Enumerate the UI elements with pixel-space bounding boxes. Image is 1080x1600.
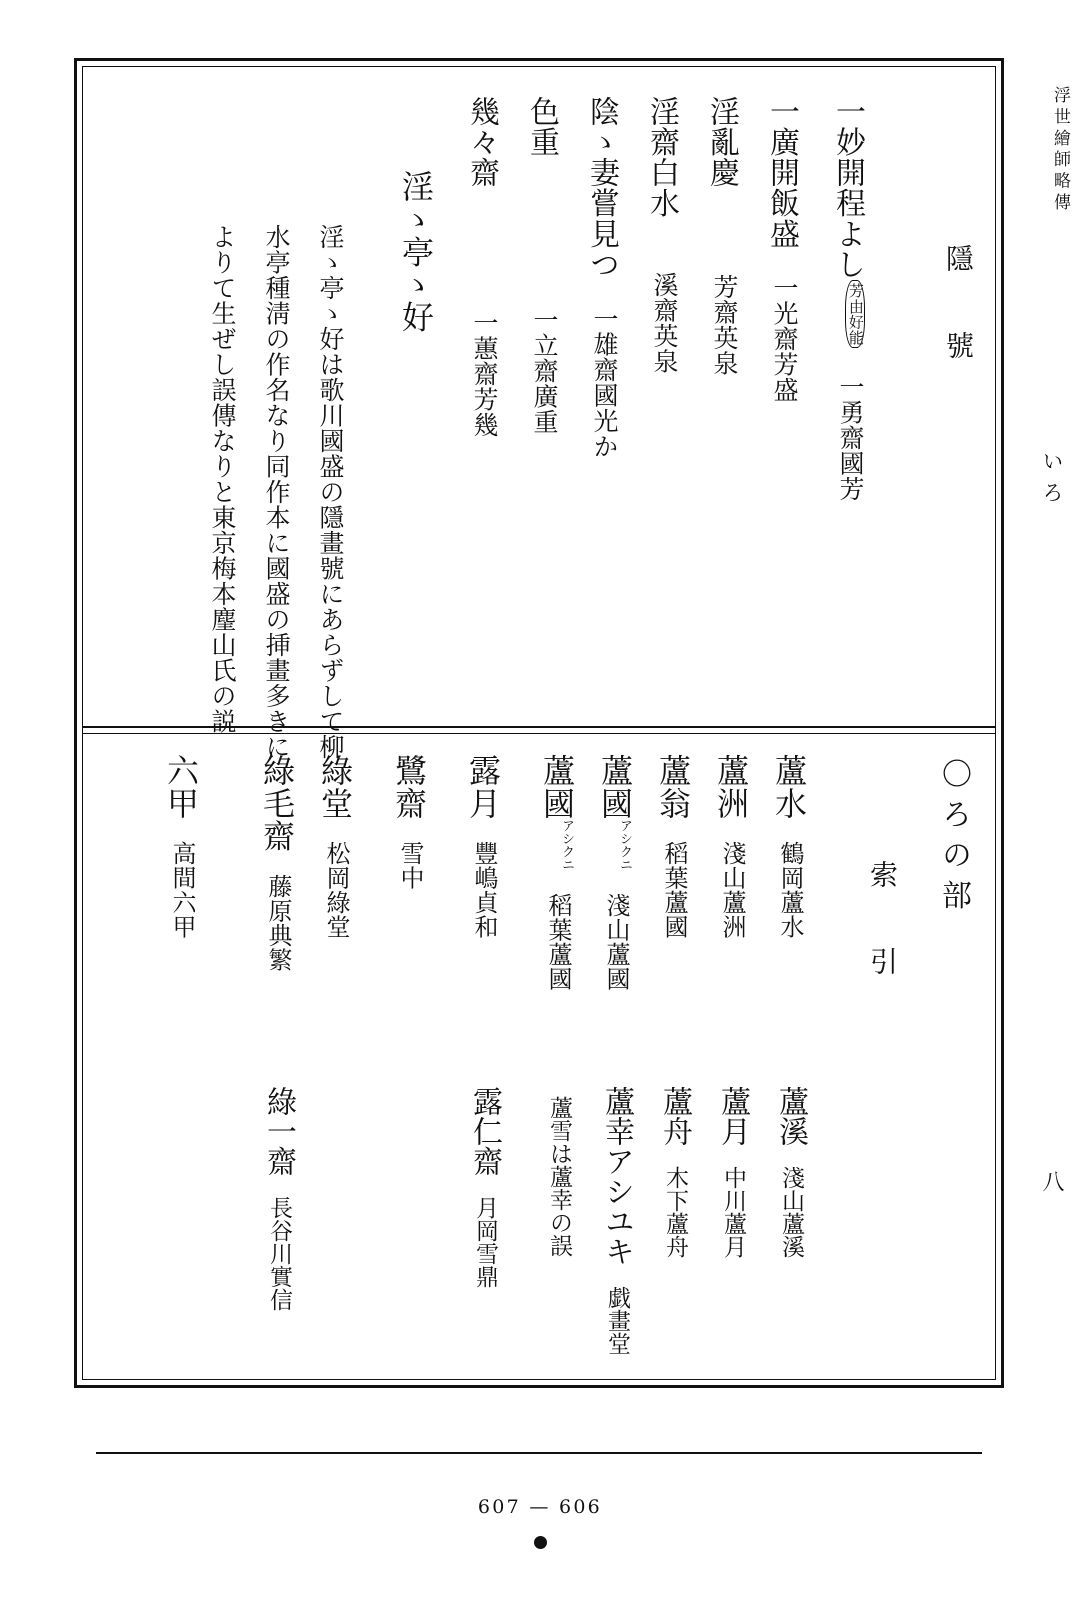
- entry-column-8: [397, 170, 435, 334]
- index-kana-gloss: アシクニ: [617, 819, 632, 872]
- index-entry-13: [659, 1086, 692, 1258]
- index-headword: 六甲: [162, 754, 200, 820]
- index-entry-8: [316, 754, 354, 940]
- index-headword: 蘆國アシクニ: [596, 754, 634, 872]
- running-head-kana: いろ: [1040, 450, 1064, 513]
- index-entry-11: [775, 1086, 808, 1258]
- index-headword: 綠堂: [316, 754, 354, 820]
- entry-column-6: [526, 96, 562, 435]
- entry-headword: 淫齋白水: [644, 96, 679, 219]
- index-headword: 露月: [464, 754, 502, 820]
- index-entry-1: [770, 754, 808, 940]
- note-line-2: 水亭種淸の作名なり同作本に國盛の挿畫多きに: [262, 224, 291, 760]
- index-reference: 稻葉蘆國: [660, 841, 688, 940]
- index-headword: 蘆翁: [654, 754, 692, 820]
- index-headword: 露仁齋: [467, 1086, 502, 1176]
- index-entry-12: [717, 1086, 750, 1258]
- index-reference: 鶴岡蘆水: [776, 841, 804, 940]
- section-ingou: [90, 74, 988, 760]
- index-reference: 松岡綠堂: [322, 841, 350, 940]
- index-reference: 豐嶋貞和: [470, 841, 498, 940]
- index-entry-5: [538, 754, 576, 992]
- entry-column-4: [646, 96, 682, 374]
- index-headword: 蘆月: [715, 1086, 750, 1146]
- entry-attribution: 一蕙齋芳幾: [470, 309, 499, 438]
- entry-headword: 幾々齋: [464, 96, 499, 188]
- index-entry-7: [390, 754, 428, 891]
- index-reference: 稻葉蘆國: [544, 893, 572, 992]
- index-headword: 蘆舟: [657, 1086, 692, 1146]
- index-kana-gloss: アシクニ: [559, 819, 574, 872]
- note-line-3: よりて生ぜし誤傳なりと東京梅本麈山氏の説: [208, 224, 237, 734]
- entry-column-7: [466, 96, 502, 437]
- entry-headword: 一廣開飯盛: [764, 96, 799, 249]
- entry-attribution: 一光齋芳盛: [770, 275, 799, 403]
- index-reference: 長谷川實信: [266, 1196, 292, 1311]
- index-headword: 蘆洲: [712, 754, 750, 820]
- index-reference: 月岡雪鼎: [472, 1196, 498, 1288]
- entry-column-1: [832, 96, 868, 502]
- index-entry-9: [258, 754, 296, 972]
- center-dot-mark: [534, 1536, 547, 1549]
- index-entry-3: [654, 754, 692, 940]
- index-reference: 藤原典繁: [264, 873, 292, 972]
- index-entry-16: [469, 1086, 502, 1288]
- running-head-page-number: 八: [1039, 1170, 1064, 1194]
- entry-column-3: [706, 96, 742, 376]
- entry-headword: 一妙開程よし芳由好能: [832, 96, 865, 348]
- index-entry-14: [601, 1086, 634, 1355]
- note-line-1: 淫ゝ亭ゝ好は歌川國盛の隱畫號にあらずして柳: [316, 224, 345, 760]
- index-heading: 索 引: [866, 860, 899, 991]
- index-reference: 中川蘆月: [720, 1166, 746, 1258]
- index-reference: 雪中: [396, 841, 424, 891]
- running-head-title: 浮世繪師略傳: [1050, 86, 1070, 215]
- index-headword: 綠一齋: [261, 1086, 296, 1176]
- index-entry-6: [464, 754, 502, 940]
- index-headword: 蘆國アシクニ: [538, 754, 576, 872]
- index-reference: 淺山蘆國: [602, 893, 630, 992]
- entry-column-5: [586, 96, 622, 459]
- index-headword: 綠毛齋: [258, 754, 296, 852]
- entry-headword: 陰ゝ妻嘗見つ: [584, 96, 619, 280]
- index-headword: 鷺齋: [390, 754, 428, 820]
- index-headword: 蘆幸アシユキ: [599, 1086, 634, 1266]
- index-entry-15: [543, 1096, 576, 1257]
- index-reference: 高間六甲: [168, 841, 196, 940]
- entry-attribution: 芳齋英泉: [710, 273, 739, 376]
- entry-headword: 淫亂慶: [704, 96, 739, 188]
- index-cross-reference: 蘆雪は蘆幸の誤: [546, 1096, 572, 1257]
- index-entry-10: [162, 754, 200, 940]
- index-reference: 淺山蘆洲: [718, 841, 746, 940]
- entry-attribution: 一立齋廣重: [530, 307, 559, 435]
- index-entry-4: [596, 754, 634, 992]
- section-index-ro: [90, 740, 988, 1380]
- index-headword: 蘆水: [770, 754, 808, 820]
- index-reference: 木下蘆舟: [662, 1166, 688, 1258]
- entry-headword: 色重: [524, 96, 559, 158]
- section-ingou-heading: 隱 號: [942, 244, 975, 375]
- folio-number: 607 — 606: [477, 1496, 603, 1518]
- index-part-title: 〇ろの部: [936, 758, 971, 920]
- entry-attribution: 一勇齋國芳: [836, 374, 865, 502]
- entry-ruby: 芳由好能: [845, 280, 865, 348]
- entry-headword: 淫ゝ亭ゝ好: [397, 170, 435, 334]
- entry-attribution: 一雄齋國光か: [590, 305, 619, 459]
- index-entry-17: [263, 1086, 296, 1311]
- index-reference: 淺山蘆溪: [778, 1166, 804, 1258]
- index-kana-gloss: アシユキ: [599, 1146, 634, 1266]
- footer-rule: [96, 1452, 982, 1454]
- index-headword: 蘆溪: [773, 1086, 808, 1146]
- entry-attribution: 溪齋英泉: [650, 272, 679, 375]
- index-entry-2: [712, 754, 750, 940]
- index-reference: 戯畫堂: [604, 1286, 630, 1355]
- entry-column-2: [766, 96, 802, 403]
